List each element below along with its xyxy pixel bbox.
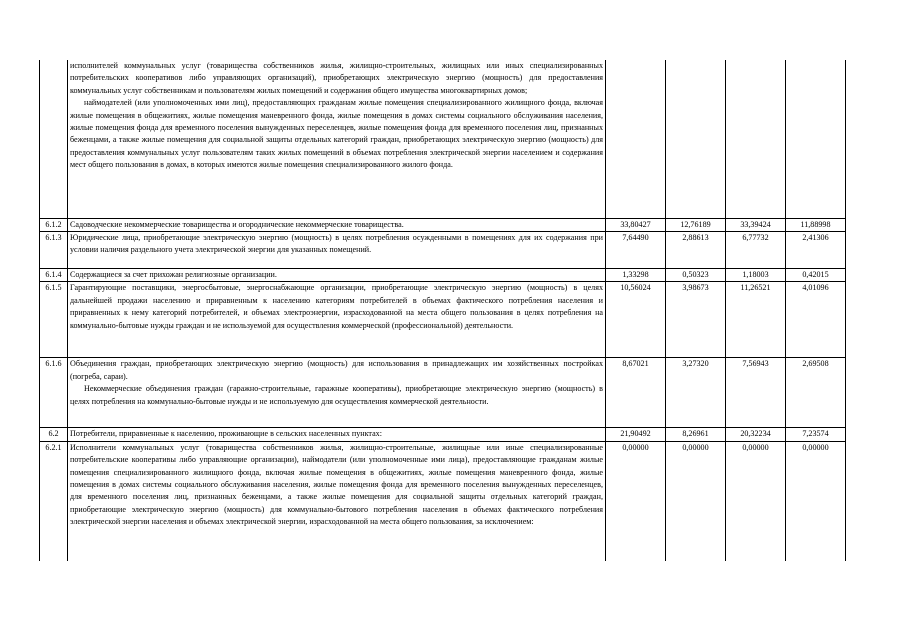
table-row	[40, 282, 846, 358]
tariff-value-v3: 7,56943	[726, 358, 786, 428]
row-description	[68, 282, 606, 358]
tariff-value-v2: 3,27320	[666, 358, 726, 428]
row-number: 6.1.5	[40, 282, 68, 358]
description-paragraph: исполнителей коммунальных услуг (товарищества собственников жилья, жилищно-строительных, жилищных или иных специализированных потребительских кооперативов либо управляющих организаций), приобретающих электрическую энергию (мощность) для предоставления коммунальных услуг собственникам и пользователям жилых помещений и содержания общего имущества многоквартирных домов;	[70, 61, 603, 95]
tariff-value-v3: 1,18003	[726, 268, 786, 281]
row-description	[68, 358, 606, 428]
tariff-value-v3	[726, 60, 786, 218]
tariff-value-v4: 2,41306	[786, 231, 846, 268]
row-description	[68, 441, 606, 561]
row-number: 6.1.3	[40, 231, 68, 268]
description-paragraph: Потребители, приравненные к населению, проживающие в сельских населенных пунктах:	[70, 429, 382, 439]
tariff-value-v3: 20,32234	[726, 428, 786, 441]
description-paragraph: Садоводческие некоммерческие товарищества и огороднические некоммерческие товарищества.	[70, 219, 404, 229]
tariff-value-v4	[786, 60, 846, 218]
tariff-value-v2: 0,50323	[666, 268, 726, 281]
tariff-value-v4: 2,69508	[786, 358, 846, 428]
description-paragraph: Содержащиеся за счет прихожан религиозные организации.	[70, 269, 277, 279]
table-row	[40, 218, 846, 231]
row-description	[68, 60, 606, 218]
row-description	[68, 218, 606, 231]
tariff-value-v2: 2,88613	[666, 231, 726, 268]
tariff-value-v1: 7,64490	[606, 231, 666, 268]
table-row	[40, 358, 846, 428]
tariff-value-v4: 7,23574	[786, 428, 846, 441]
table-row	[40, 268, 846, 281]
table-row	[40, 441, 846, 561]
description-paragraph: Объединения граждан, приобретающих электрическую энергию (мощность) для использования в принадлежащих им хозяйственных постройках (погреба, сараи).	[70, 359, 603, 381]
tariff-value-v2: 8,26961	[666, 428, 726, 441]
table-row	[40, 231, 846, 268]
description-paragraph: Некоммерческие объединения граждан (гаражно-строительные, гаражные кооперативы), приобретающие электрическую энергию (мощность) в целях потребления на коммунально-бытовые нужды и не используемую для осуществления коммерческой деятельности.	[70, 384, 603, 406]
tariff-value-v1: 10,56024	[606, 282, 666, 358]
description-paragraph: наймодателей (или уполномоченных ими лиц), предоставляющих гражданам жилые помещения специализированного жилищного фонда, включая жилые помещения в общежитиях, жилые помещения маневренного фонда, жилые помещения в домах системы социального обслуживания населения, жилые помещения фонда для временного поселения вынужденных переселенцев, жилые помещения фонда для временного поселения лиц, признанных беженцами, а также жилые помещения для социальной защиты отдельных категорий граждан, приобретающих электрическую энергию (мощность) для предоставления коммунальных услуг пользователям таких жилых помещений в объемах потребления электрической энергии населением и содержания мест общего пользования в домах, в которых имеются жилые помещения специализированного жилого фонда.	[70, 98, 603, 170]
description-paragraph: Исполнители коммунальных услуг (товарищества собственников жилья, жилищно-строительные, жилищные или иные специализированные потребительские кооперативы либо управляющие организации), наймодатели (или уполномоченные ими лица), предоставляющие гражданам жилые помещения специализированного жилищного фонда, включая жилые помещения в общежитиях, жилые помещения маневренного фонда, жилые помещения в домах системы социального обслуживания населения, жилые помещения фонда для временного поселения вынужденных переселенцев, для временного поселения лиц, признанных беженцами, а также жилые помещения для социальной защиты отдельных категорий граждан, приобретающие электрическую энергию (мощность) для коммунально-бытового потребления населения в объемах фактического потребления электрической энергии населения и объемах электрической энергии, израсходованной на места общего пользования, за исключением:	[70, 442, 603, 527]
row-description	[68, 268, 606, 281]
description-paragraph: Юридические лица, приобретающие электрическую энергию (мощность) в целях потребления осужденными в помещениях для их содержания при условии наличия раздельного учета электрической энергии для указанных помещений.	[70, 232, 603, 255]
tariff-value-v1: 1,33298	[606, 268, 666, 281]
tariff-value-v4: 0,42015	[786, 268, 846, 281]
tariff-value-v2: 12,76189	[666, 218, 726, 231]
tariff-value-v4: 11,88998	[786, 218, 846, 231]
tariff-value-v1	[606, 60, 666, 218]
tariff-table	[39, 60, 846, 561]
tariff-value-v3: 6,77732	[726, 231, 786, 268]
table-row	[40, 428, 846, 441]
row-description	[68, 428, 606, 441]
tariff-value-v3: 0,00000	[726, 441, 786, 561]
tariff-value-v2: 0,00000	[666, 441, 726, 561]
description-paragraph: Гарантирующие поставщики, энергосбытовые, энергоснабжающие организации, приобретающие электрическую энергию (мощность) в целях дальнейшей продажи населению и приравненным к населению категориям потребителей в объемах фактического потребления населения и приравненных к нему категорий потребителей, и объемах электроэнергии, израсходованной на места общего пользования в целях потребления на коммунально-бытовые нужды граждан и не используемой для осуществления коммерческой (профессиональной) деятельности.	[70, 283, 603, 330]
tariff-value-v4: 4,01096	[786, 282, 846, 358]
row-number: 6.2	[40, 428, 68, 441]
tariff-value-v4: 0,00000	[786, 441, 846, 561]
tariff-value-v3: 11,26521	[726, 282, 786, 358]
tariff-value-v3: 33,39424	[726, 218, 786, 231]
row-number	[40, 60, 68, 218]
tariff-value-v2: 3,98673	[666, 282, 726, 358]
row-number: 6.1.6	[40, 358, 68, 428]
row-number: 6.2.1	[40, 441, 68, 561]
tariff-value-v2	[666, 60, 726, 218]
table-row	[40, 60, 846, 218]
row-number: 6.1.4	[40, 268, 68, 281]
row-description	[68, 231, 606, 268]
tariff-value-v1: 0,00000	[606, 441, 666, 561]
tariff-value-v1: 33,80427	[606, 218, 666, 231]
row-number: 6.1.2	[40, 218, 68, 231]
tariff-value-v1: 8,67021	[606, 358, 666, 428]
table-body	[40, 60, 846, 561]
tariff-value-v1: 21,90492	[606, 428, 666, 441]
